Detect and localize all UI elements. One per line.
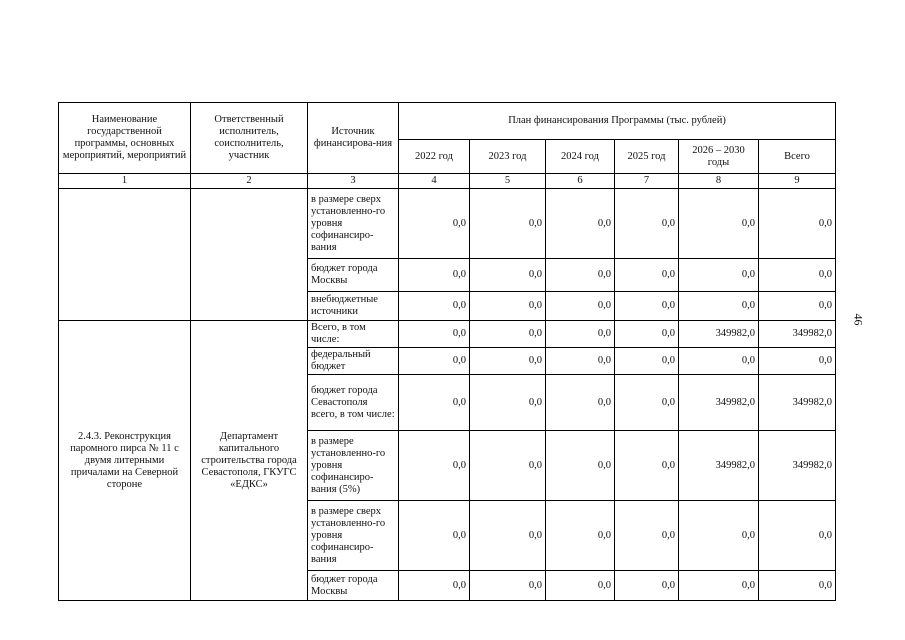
value-cell: 0,0	[615, 292, 679, 321]
header-year: 2022 год	[399, 140, 470, 174]
header-year: 2026 – 2030 годы	[679, 140, 759, 174]
value-cell: 0,0	[470, 292, 546, 321]
source-cell: федеральный бюджет	[308, 348, 399, 375]
value-cell: 349982,0	[679, 375, 759, 431]
source-cell: бюджет города Севастополя всего, в том числе:	[308, 375, 399, 431]
value-cell: 0,0	[546, 375, 615, 431]
value-cell: 0,0	[399, 348, 470, 375]
value-cell: 0,0	[546, 431, 615, 501]
name-cell-empty	[59, 189, 191, 321]
value-cell: 0,0	[546, 571, 615, 601]
header-responsible: Ответственный исполнитель, соисполнитель, участник	[191, 103, 308, 174]
value-cell: 0,0	[615, 189, 679, 259]
value-cell: 0,0	[399, 259, 470, 292]
header-year: 2025 год	[615, 140, 679, 174]
value-cell: 349982,0	[679, 431, 759, 501]
value-cell: 0,0	[615, 321, 679, 348]
value-cell: 0,0	[679, 571, 759, 601]
value-cell: 0,0	[759, 501, 836, 571]
value-cell: 0,0	[399, 189, 470, 259]
page-number: 46	[851, 313, 866, 326]
value-cell: 0,0	[759, 571, 836, 601]
value-cell: 0,0	[679, 501, 759, 571]
source-cell: в размере сверх установленно-го уровня софинансиро-вания	[308, 189, 399, 259]
value-cell: 0,0	[546, 348, 615, 375]
column-number: 2	[191, 174, 308, 189]
value-cell: 0,0	[615, 348, 679, 375]
header-name: Наименование государственной программы, основных мероприятий, мероприятий	[59, 103, 191, 174]
value-cell: 0,0	[470, 431, 546, 501]
header-year: 2024 год	[546, 140, 615, 174]
table-row	[59, 321, 836, 348]
value-cell: 0,0	[759, 259, 836, 292]
value-cell: 0,0	[615, 431, 679, 501]
header-year: 2023 год	[470, 140, 546, 174]
source-cell: бюджет города Москвы	[308, 259, 399, 292]
value-cell: 0,0	[470, 571, 546, 601]
column-number: 1	[59, 174, 191, 189]
column-number: 7	[615, 174, 679, 189]
column-number: 3	[308, 174, 399, 189]
source-cell: внебюджетные источники	[308, 292, 399, 321]
value-cell: 0,0	[399, 571, 470, 601]
value-cell: 0,0	[615, 571, 679, 601]
value-cell: 0,0	[470, 321, 546, 348]
value-cell: 0,0	[546, 259, 615, 292]
value-cell: 0,0	[399, 292, 470, 321]
responsible-cell: Департамент капитального строительства города Севастополя, ГКУГС «ЕДКС»	[191, 321, 308, 601]
source-cell: в размере установленно-го уровня софинансиро-вания (5%)	[308, 431, 399, 501]
value-cell: 0,0	[470, 348, 546, 375]
value-cell: 0,0	[470, 501, 546, 571]
value-cell: 0,0	[546, 321, 615, 348]
value-cell: 0,0	[759, 292, 836, 321]
value-cell: 0,0	[679, 348, 759, 375]
value-cell: 349982,0	[759, 375, 836, 431]
value-cell: 0,0	[470, 259, 546, 292]
value-cell: 0,0	[615, 259, 679, 292]
value-cell: 0,0	[759, 348, 836, 375]
responsible-cell-empty	[191, 189, 308, 321]
value-cell: 0,0	[546, 189, 615, 259]
source-cell: в размере сверх установленно-го уровня софинансиро-вания	[308, 501, 399, 571]
value-cell: 0,0	[546, 292, 615, 321]
value-cell: 349982,0	[679, 321, 759, 348]
value-cell: 0,0	[470, 189, 546, 259]
value-cell: 349982,0	[759, 431, 836, 501]
column-number: 4	[399, 174, 470, 189]
value-cell: 0,0	[615, 501, 679, 571]
column-number: 9	[759, 174, 836, 189]
column-number: 6	[546, 174, 615, 189]
value-cell: 0,0	[679, 292, 759, 321]
column-number: 5	[470, 174, 546, 189]
value-cell: 0,0	[679, 189, 759, 259]
table-row	[59, 189, 836, 259]
value-cell: 0,0	[546, 501, 615, 571]
value-cell: 0,0	[679, 259, 759, 292]
column-number: 8	[679, 174, 759, 189]
value-cell: 0,0	[759, 189, 836, 259]
value-cell: 0,0	[399, 431, 470, 501]
source-cell: бюджет города Москвы	[308, 571, 399, 601]
financing-plan-table	[58, 102, 836, 601]
activity-name-cell: 2.4.3. Реконструкция паромного пирса № 11 с двумя литерными причалами на Северной стороне	[59, 321, 191, 601]
header-source: Источник финансирова-ния	[308, 103, 399, 174]
value-cell: 349982,0	[759, 321, 836, 348]
value-cell: 0,0	[470, 375, 546, 431]
value-cell: 0,0	[615, 375, 679, 431]
value-cell: 0,0	[399, 501, 470, 571]
header-plan-title: План финансирования Программы (тыс. рублей)	[399, 103, 836, 140]
source-cell: Всего, в том числе:	[308, 321, 399, 348]
value-cell: 0,0	[399, 375, 470, 431]
value-cell: 0,0	[399, 321, 470, 348]
header-total: Всего	[759, 140, 836, 174]
